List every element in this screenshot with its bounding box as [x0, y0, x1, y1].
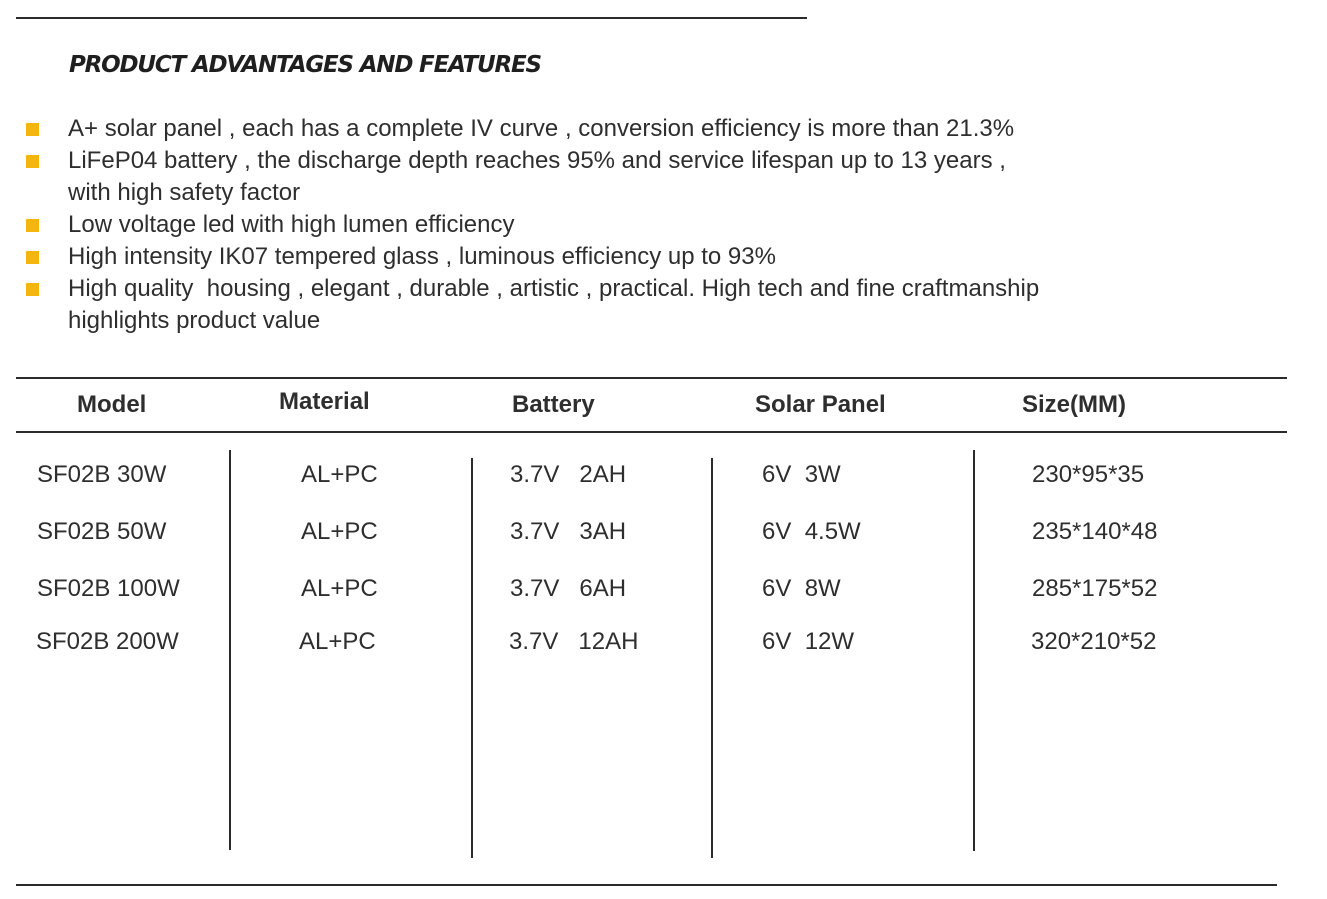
cell-model: SF02B 100W — [37, 575, 180, 602]
cell-solar-panel: 6V 3W — [762, 461, 841, 488]
column-divider — [973, 450, 975, 851]
cell-material: AL+PC — [301, 461, 378, 488]
cell-size: 230*95*35 — [1032, 461, 1145, 488]
cell-model: SF02B 200W — [36, 628, 179, 655]
header-material: Material — [279, 388, 370, 415]
column-divider — [711, 458, 713, 858]
feature-text: High intensity IK07 tempered glass , luminous efficiency up to 93% — [68, 243, 776, 270]
square-bullet-icon — [26, 219, 39, 232]
square-bullet-icon — [26, 123, 39, 136]
table-bottom-rule — [16, 884, 1277, 886]
header-model: Model — [77, 391, 147, 418]
cell-material: AL+PC — [301, 575, 378, 602]
feature-text: Low voltage led with high lumen efficiency — [68, 211, 515, 238]
cell-solar-panel: 6V 12W — [762, 628, 855, 655]
feature-text: High quality housing , elegant , durable , artistic , practical. High tech and fine craftmanship — [68, 275, 1040, 302]
column-divider — [229, 450, 231, 850]
cell-battery: 3.7V 3AH — [510, 518, 627, 545]
square-bullet-icon — [26, 283, 39, 296]
square-bullet-icon — [26, 251, 39, 264]
cell-solar-panel: 6V 8W — [762, 575, 841, 602]
cell-model: SF02B 50W — [37, 518, 167, 545]
header-size: Size(MM) — [1022, 391, 1126, 418]
cell-battery: 3.7V 2AH — [510, 461, 627, 488]
column-divider — [471, 458, 473, 858]
feature-text-continued: with high safety factor — [68, 179, 301, 206]
feature-text: A+ solar panel , each has a complete IV curve , conversion efficiency is more than 21.3% — [68, 115, 1015, 142]
feature-text: LiFeP04 battery , the discharge depth reaches 95% and service lifespan up to 13 years , — [68, 147, 1006, 174]
cell-material: AL+PC — [301, 518, 378, 545]
cell-battery: 3.7V 12AH — [509, 628, 639, 655]
cell-model: SF02B 30W — [37, 461, 167, 488]
cell-battery: 3.7V 6AH — [510, 575, 627, 602]
cell-size: 235*140*48 — [1032, 518, 1158, 545]
table-top-rule — [16, 377, 1287, 379]
header-solar-panel: Solar Panel — [755, 391, 886, 418]
table-header-rule — [16, 431, 1287, 433]
section-title: PRODUCT ADVANTAGES AND FEATURES — [69, 52, 541, 78]
header-battery: Battery — [512, 391, 595, 418]
cell-solar-panel: 6V 4.5W — [762, 518, 861, 545]
cell-size: 320*210*52 — [1031, 628, 1157, 655]
cell-material: AL+PC — [299, 628, 376, 655]
square-bullet-icon — [26, 155, 39, 168]
cell-size: 285*175*52 — [1032, 575, 1158, 602]
feature-text-continued: highlights product value — [68, 307, 321, 334]
top-divider — [16, 17, 807, 19]
